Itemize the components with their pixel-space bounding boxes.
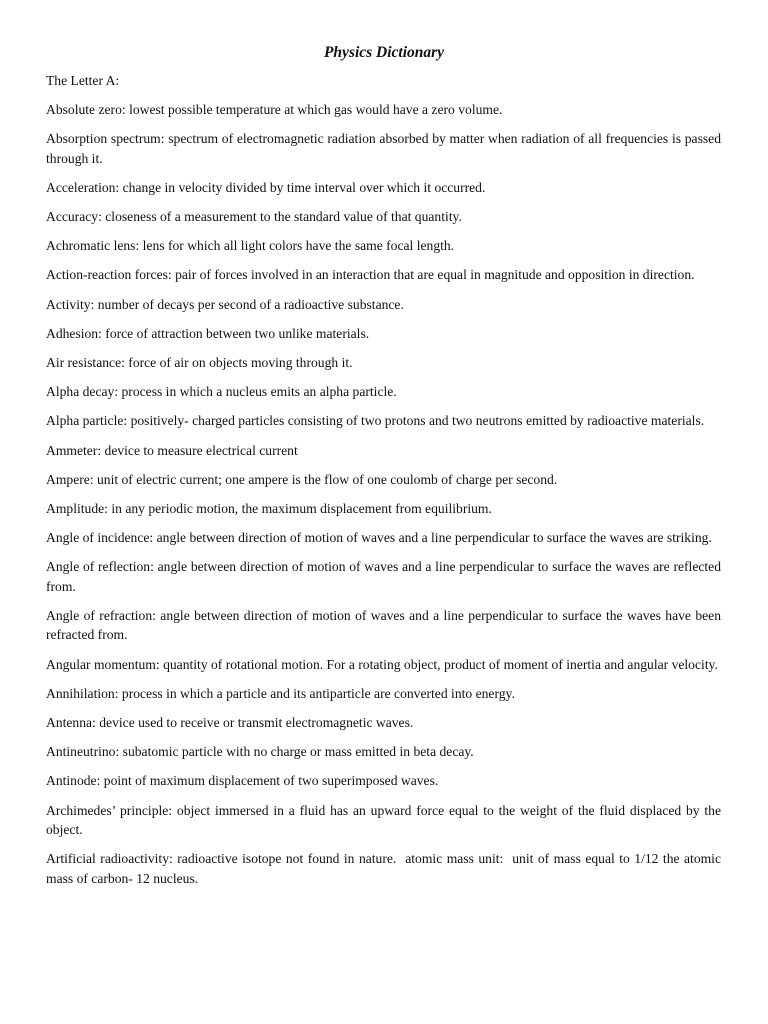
dictionary-entry: [46, 713, 721, 732]
entry-definition: lowest possible temperature at which gas would have a zero volume.: [129, 102, 503, 117]
entry-term: Antenna:: [46, 715, 96, 731]
entry-definition: positively- charged particles consisting of two protons and two neutrons emitted by radioactive materials.: [130, 413, 705, 429]
dictionary-entry: [46, 100, 721, 119]
entry-term: Air resistance:: [46, 355, 125, 371]
dictionary-entry: [46, 684, 721, 703]
dictionary-entry: [46, 470, 721, 489]
entry-definition: spectrum of electromagnetic radiation absorbed by matter when radiation of all frequencies is passed through it.: [46, 131, 725, 166]
entry-term: Achromatic lens:: [46, 238, 140, 254]
entry-definition: lens for which all light colors have the same focal length.: [142, 238, 455, 254]
entry-definition: change in velocity divided by time interval over which it occurred.: [122, 179, 486, 195]
entry-definition: angle between direction of motion of waves and a line perpendicular to surface the waves are reflected from.: [46, 559, 725, 594]
entry-definition: force of attraction between two unlike materials.: [105, 325, 370, 341]
dictionary-entry: [46, 411, 721, 430]
document-body: [46, 71, 725, 898]
entry-definition: number of decays per second of a radioactive substance.: [97, 296, 404, 312]
dictionary-entry: [46, 265, 721, 284]
entry-definition: in any periodic motion, the maximum displacement from equilibrium.: [111, 501, 492, 517]
dictionary-entry: [46, 324, 721, 343]
dictionary-entry: [46, 606, 725, 645]
entry-term: Angle of incidence:: [46, 530, 154, 546]
entry-term: Archimedes’ principle:: [46, 802, 173, 818]
entry-term: Ammeter:: [46, 442, 102, 458]
dictionary-entry: [46, 441, 721, 460]
entry-term: Antineutrino:: [46, 744, 120, 760]
entry-definition: process in which a nucleus emits an alpha particle.: [121, 384, 397, 400]
entry-definition: closeness of a measurement to the standard value of that quantity.: [105, 209, 462, 225]
entry-term: Absorption spectrum:: [46, 131, 165, 147]
dictionary-entry: [46, 801, 725, 840]
dictionary-entry: [46, 129, 725, 168]
entry-definition: device to measure electrical current: [104, 442, 298, 458]
entry-term: Angular momentum:: [46, 656, 160, 672]
entry-definition: angle between direction of motion of waves and a line perpendicular to surface the waves are striking.: [156, 530, 712, 546]
dictionary-entry: [46, 742, 721, 761]
entry-definition: device used to receive or transmit electromagnetic waves.: [99, 715, 414, 731]
entry-term: Alpha particle:: [46, 413, 128, 429]
dictionary-entry: [46, 207, 721, 226]
entry-term: Antinode:: [46, 773, 101, 789]
entry-term: Absolute zero:: [46, 102, 126, 117]
entry-definition: process in which a particle and its antiparticle are converted into energy.: [121, 685, 515, 701]
entry-term: Amplitude:: [46, 501, 108, 517]
dictionary-entry: [46, 499, 721, 518]
dictionary-entry: [46, 771, 721, 790]
entry-term: Acceleration:: [46, 179, 120, 195]
dictionary-entry: [46, 295, 721, 314]
entry-definition: pair of forces involved in an interaction that are equal in magnitude and opposition in direction.: [175, 267, 695, 283]
entry-definition: angle between direction of motion of waves and a line perpendicular to surface the waves have been refracted from.: [46, 608, 725, 643]
entry-term: Angle of reflection:: [46, 559, 154, 575]
dictionary-entry: [46, 557, 725, 596]
entry-definition: unit of electric current; one ampere is the flow of one coulomb of charge per second.: [96, 471, 558, 487]
entry-term: Ampere:: [46, 471, 94, 487]
entry-definition: force of air on objects moving through it.: [128, 355, 353, 371]
dictionary-entry: [46, 528, 721, 547]
entry-definition: subatomic particle with no charge or mass emitted in beta decay.: [122, 744, 474, 760]
dictionary-entry: [46, 655, 721, 674]
entry-term: Adhesion:: [46, 325, 102, 341]
entry-term: Activity:: [46, 296, 95, 312]
entry-definition: radioactive isotope not found in nature. atomic mass unit: unit of mass equal to 1/12 the atomic mass of carbon- 12 nucleus.: [46, 851, 725, 886]
document-title: Physics Dictionary: [323, 44, 445, 61]
entry-definition: quantity of rotational motion. For a rotating object, product of moment of inertia and angular velocity.: [163, 656, 718, 672]
entry-term: Annihilation:: [46, 685, 119, 701]
entry-term: Accuracy:: [46, 209, 102, 225]
section-heading: The Letter A:: [46, 73, 120, 88]
dictionary-entry: [46, 353, 721, 372]
entry-term: Alpha decay:: [46, 384, 119, 400]
entry-term: Action-reaction forces:: [46, 267, 172, 283]
entry-list: [46, 100, 725, 888]
dictionary-entry: [46, 178, 721, 197]
entry-definition: point of maximum displacement of two superimposed waves.: [103, 773, 439, 789]
entry-term: Angle of refraction:: [46, 608, 156, 624]
entry-definition: object immersed in a fluid has an upward force equal to the weight of the fluid displaced by the object.: [46, 802, 725, 838]
entry-term: Artificial radioactivity:: [46, 851, 173, 867]
dictionary-entry: [46, 849, 725, 888]
dictionary-entry: [46, 236, 721, 255]
dictionary-entry: [46, 382, 721, 401]
